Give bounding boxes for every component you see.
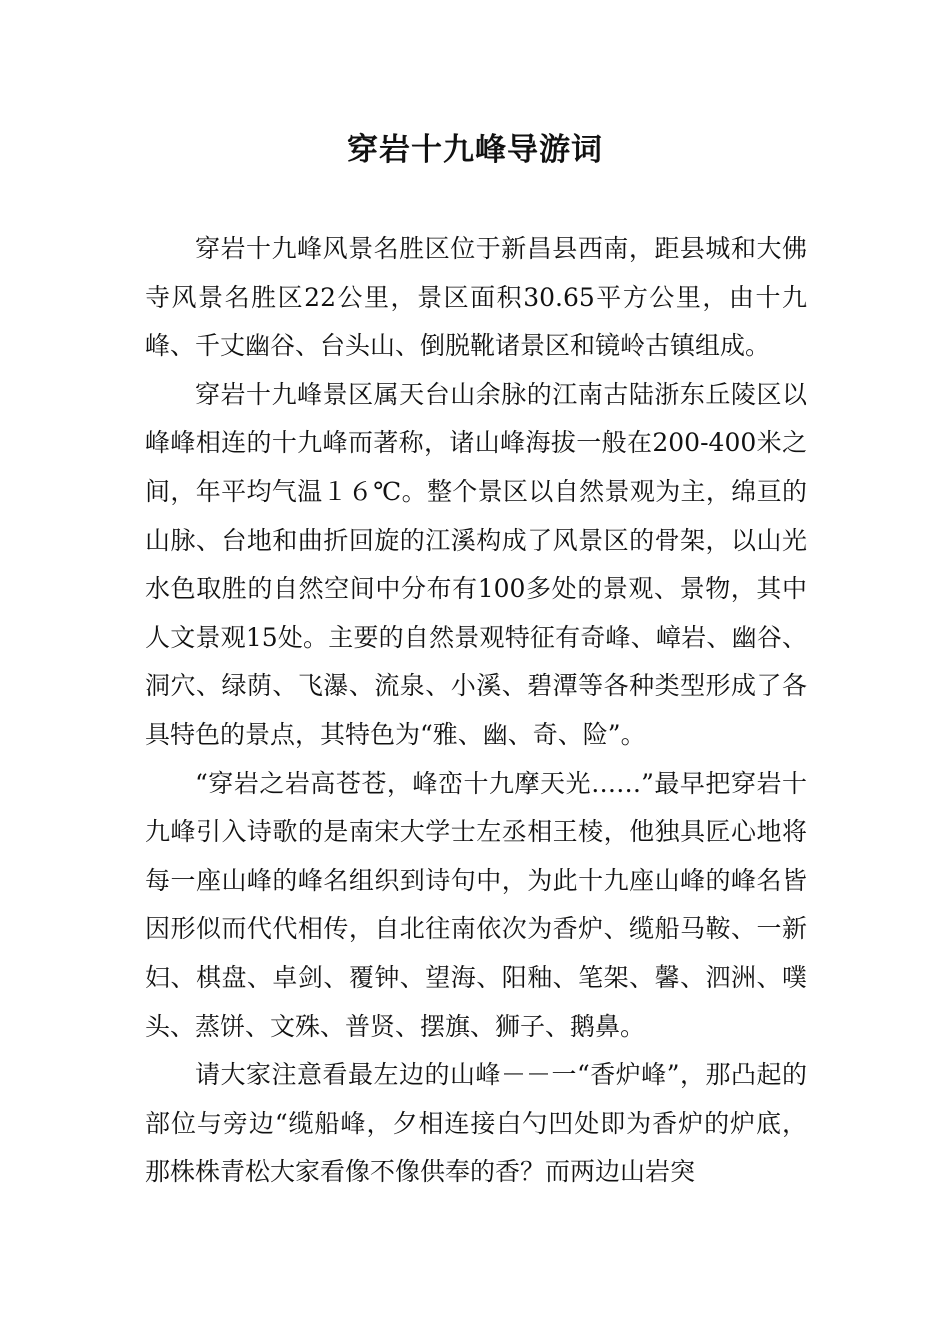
document-body (145, 225, 807, 1197)
paragraph-4: 请大家注意看最左边的山峰－－一“香炉峰”，那凸起的部位与旁边“缆船峰，夕相连接白勺凹处即为香炉的炉底，那株株青松大家看像不像供奉的香？而两边山岩突 (145, 1060, 807, 1187)
paragraph-3: “穿岩之岩高苍苍，峰峦十九摩天光……”最早把穿岩十九峰引入诗歌的是南宋大学士左丞相王棱，他独具匠心地将每一座山峰的峰名组织到诗句中，为此十九座山峰的峰名皆因形似而代代相传，自北往南依次为香炉、缆船马鞍、一新妇、棋盘、卓剑、覆钟、望海、阳釉、笔架、馨、泗洲、噗头、蒸饼、文殊、普贤、摆旗、狮子、鹅鼻。 (145, 768, 807, 1041)
paragraph-2: 穿岩十九峰景区属天台山余脉的江南古陆浙东丘陵区以峰峰相连的十九峰而著称，诸山峰海拔一般在200-400米之间，年平均气温１６℃。整个景区以自然景观为主，绵亘的山脉、台地和曲折回旋的江溪构成了风景区的骨架，以山光水色取胜的自然空间中分布有100多处的景观、景物，其中人文景观15处。主要的自然景观特征有奇峰、嶂岩、幽谷、洞穴、绿荫、飞瀑、流泉、小溪、碧潭等各种类型形成了各具特色的景点，其特色为“雅、幽、奇、险”。 (145, 379, 807, 749)
document-title: 穿岩十九峰导游词 (347, 132, 603, 168)
paragraph-1: 穿岩十九峰风景名胜区位于新昌县西南，距县城和大佛寺风景名胜区22公里，景区面积30.65平方公里，由十九峰、千丈幽谷、台头山、倒脱靴诸景区和镜岭古镇组成。 (145, 234, 807, 361)
